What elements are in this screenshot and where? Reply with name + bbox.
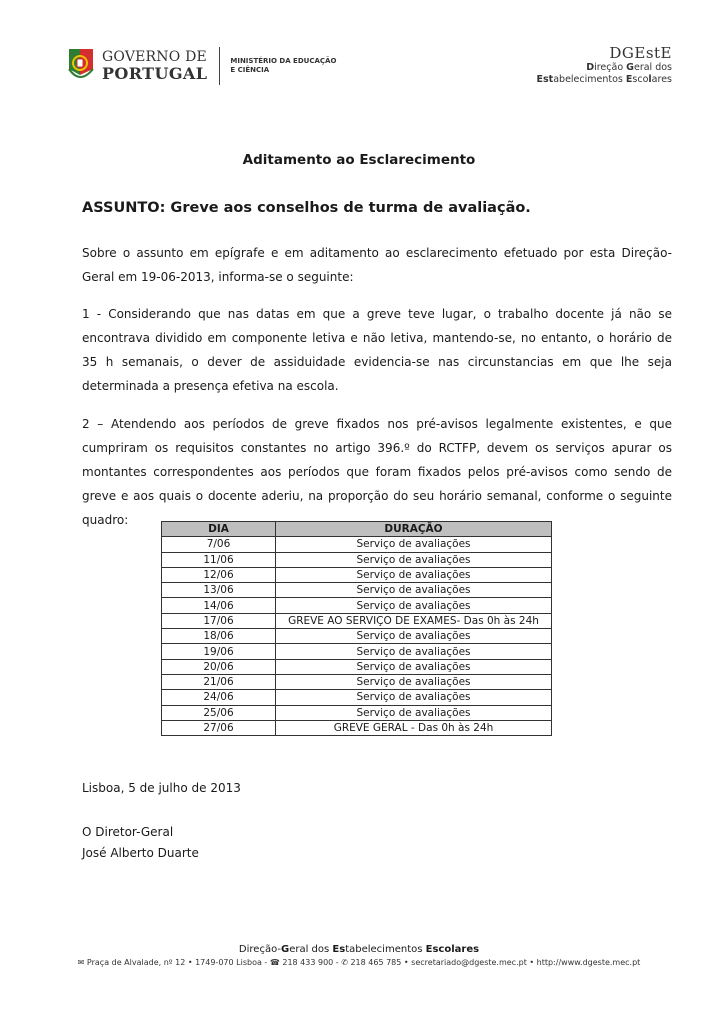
column-header-duration: DURAÇÃO [276,522,552,537]
ministry-line2: E CIÊNCIA [230,66,270,74]
table-row [162,552,552,567]
signer-role: O Diretor-Geral [82,825,174,839]
strike-schedule-table [161,521,552,736]
dgeste-line2-part: D [586,62,595,73]
footer-organization-part: Es [332,944,346,955]
document-subject: ASSUNTO: Greve aos conselhos de turma de avaliação. [82,200,531,216]
footer-organization-part: G [280,944,290,955]
table-row [162,644,552,659]
government-wordmark-line1: GOVERNO DE [102,49,207,65]
government-wordmark-line2: PORTUGAL [102,64,208,83]
portugal-emblem-icon [66,45,96,87]
cell-day: 27/06 [162,720,276,735]
dgeste-line3-part: abele [553,73,580,85]
cell-duration: Serviço de avaliações [276,705,552,720]
cell-duration: Serviço de avaliações [276,690,552,705]
cell-day: 24/06 [162,690,276,705]
footer-organization-part: tabelecimentos [345,944,426,955]
footer-organization [0,944,718,955]
cell-duration: Serviço de avaliações [276,659,552,674]
cell-day: 14/06 [162,598,276,613]
dgeste-line2 [537,62,672,74]
table-header-row [162,522,552,537]
cell-day: 18/06 [162,629,276,644]
table-row [162,720,552,735]
table-row [162,629,552,644]
table-row [162,705,552,720]
table-row [162,567,552,582]
table-body [162,537,552,736]
footer-contact-info: ✉ Praça de Alvalade, nº 12 • 1749-070 Lisboa - ☎ 218 433 900 - ✆ 218 465 785 • secretariado@dgeste.mec.pt • http://www.dgeste.mec.pt [77,958,641,967]
cell-day: 12/06 [162,567,276,582]
cell-day: 20/06 [162,659,276,674]
footer-organization-part: eral dos [289,944,333,955]
cell-duration: Serviço de avaliações [276,644,552,659]
cell-day: 11/06 [162,552,276,567]
column-header-day: DIA [162,522,276,537]
footer-organization-part: Escolares [425,944,480,955]
dgeste-line2-part: ireção [594,62,627,73]
dgeste-acronym: DGEstE [609,44,672,62]
dgeste-line2-part: G [626,62,634,73]
cell-duration: Serviço de avaliações [276,629,552,644]
cell-duration: Serviço de avaliações [276,674,552,689]
cell-duration: Serviço de avaliações [276,567,552,582]
logo-divider [219,47,220,85]
cell-duration: Serviço de avaliações [276,537,552,552]
point-2-paragraph: 2 – Atendendo aos períodos de greve fixados nos pré-avisos legalmente existentes, e que cumpriram os requisitos constantes no artigo 396.º do RCTFP, devem os serviços apurar os montantes correspondentes aos períodos que foram fixados pelos pré-avisos como sendo de greve e aos quais o docente aderiu, na proporção do seu horário semanal, conforme o seguinte quadro: [82,417,672,527]
dgeste-logo [537,44,672,86]
dgeste-line3 [537,74,672,86]
footer-organization-part: Direção- [238,944,281,955]
cell-duration: GREVE AO SERVIÇO DE EXAMES- Das 0h às 24h [276,613,552,628]
intro-paragraph: Sobre o assunto em epígrafe e em aditamento ao esclarecimento efetuado por esta Direção-Geral em 19-06-2013, informa-se o seguinte: [82,246,672,284]
cell-day: 25/06 [162,705,276,720]
government-wordmark [102,50,207,82]
dgeste-line3-part: Est [536,73,554,85]
dgeste-line3-part: ares [651,73,672,85]
ministry-name [230,57,336,76]
cell-duration: Serviço de avaliações [276,598,552,613]
point-1-paragraph: 1 - Considerando que nas datas em que a greve teve lugar, o trabalho docente já não se encontrava dividido em componente letiva e não letiva, mantendo-se, no entanto, o horário de 35 h semanais, o dever de assiduidade evidencia-se nas circunstancias em que lhe seja determinada a presença efetiva na escola. [82,307,672,393]
table-row [162,613,552,628]
cell-duration: GREVE GERAL - Das 0h às 24h [276,720,552,735]
table-row [162,583,552,598]
dgeste-line3-part: l [648,73,652,85]
table-row [162,690,552,705]
cell-duration: Serviço de avaliações [276,583,552,598]
cell-day: 7/06 [162,537,276,552]
cell-day: 13/06 [162,583,276,598]
cell-day: 21/06 [162,674,276,689]
table-row [162,659,552,674]
government-logo [66,44,336,88]
ministry-line1: MINISTÉRIO DA EDUCAÇÃO [230,56,337,65]
dgeste-line3-part: E [625,73,633,85]
cell-day: 17/06 [162,613,276,628]
cell-day: 19/06 [162,644,276,659]
dgeste-line2-part: eral dos [633,62,672,73]
table-row [162,537,552,552]
place-date: Lisboa, 5 de julho de 2013 [82,781,241,795]
document-title: Aditamento ao Esclarecimento [242,152,476,168]
dgeste-line3-part: cimentos [579,73,626,85]
cell-duration: Serviço de avaliações [276,552,552,567]
signer-name: José Alberto Duarte [82,846,199,860]
table-row [162,674,552,689]
dgeste-line3-part: sco [632,73,649,85]
table-row [162,598,552,613]
